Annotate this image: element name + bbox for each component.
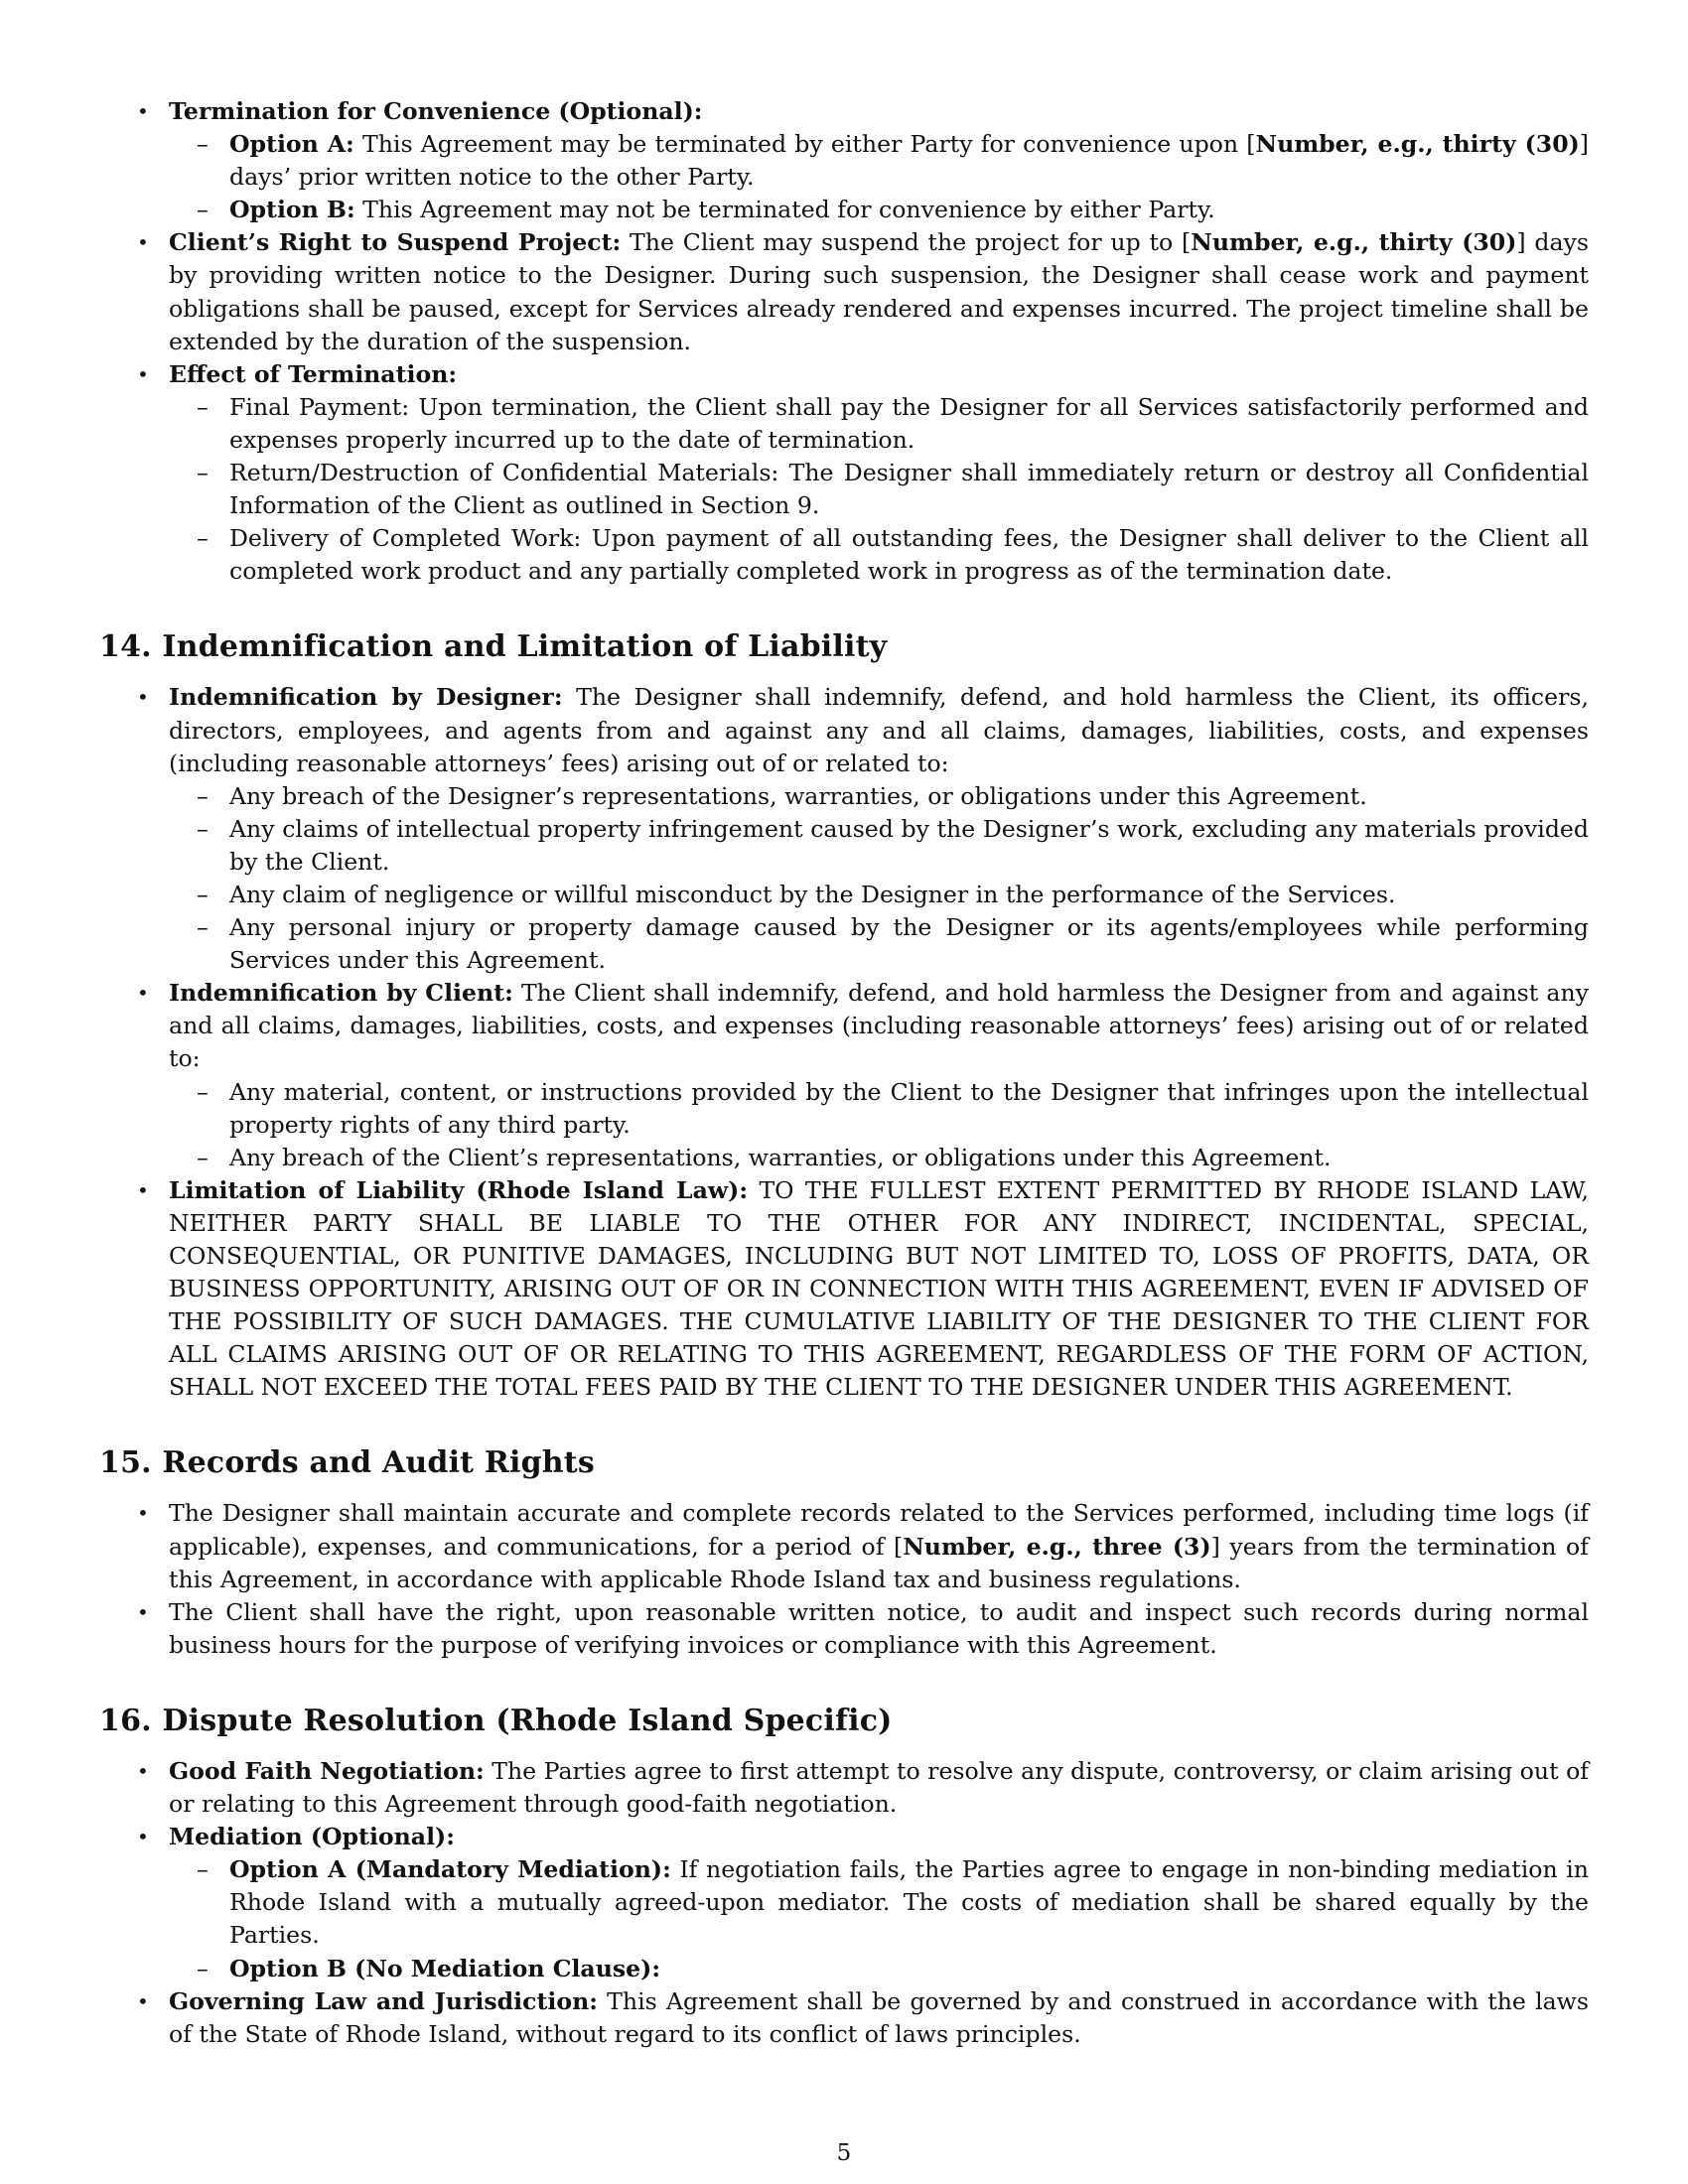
section-16-list bbox=[99, 1755, 1589, 2051]
records-text-2: ] years from the termination of this Agreement, in accordance with applicable Rhode Island tax and business regulations. bbox=[169, 1532, 1589, 1593]
list-item bbox=[169, 911, 1589, 977]
dash-icon: – bbox=[197, 880, 209, 908]
list-item-final-payment bbox=[169, 391, 1589, 457]
governing-law-text: This Agreement shall be governed by and construed in accordance with the laws of the State of Rhode Island, without regard to its conflict of laws principles. bbox=[169, 1986, 1589, 2048]
limitation-text: TO THE FULLEST EXTENT PERMITTED BY RHODE ISLAND LAW, NEITHER PARTY SHALL BE LIABLE TO THE OTHER FOR ANY INDIRECT, INCIDENTAL, SPECIAL, CONSEQUENTIAL, OR PUNITIVE DAMAGES, INCLUDING BUT NOT LIMITED TO, LOSS OF PROFITS, DATA, OR BUSINESS OPPORTUNITY, ARISING OUT OF OR IN CONNECTION WITH THIS AGREEMENT, EVEN IF ADVISED OF THE POSSIBILITY OF SUCH DAMAGES. THE CUMULATIVE LIABILITY OF THE DESIGNER TO THE CLIENT FOR ALL CLAIMS ARISING OUT OF OR RELATING TO THIS AGREEMENT, REGARDLESS OF THE FORM OF ACTION, SHALL NOT EXCEED THE TOTAL FEES PAID BY THE CLIENT TO THE DESIGNER UNDER THIS AGREEMENT. bbox=[169, 1175, 1589, 1402]
bullet-icon: • bbox=[137, 1758, 149, 1783]
dash-icon: – bbox=[197, 781, 209, 810]
section-15-list bbox=[99, 1497, 1589, 1661]
list-item bbox=[169, 879, 1589, 911]
list-item-effect bbox=[99, 358, 1589, 589]
list-item-indemnification-designer bbox=[99, 681, 1589, 977]
limitation-label: Limitation of Liability (Rhode Island Law): bbox=[169, 1175, 749, 1204]
list-item-mediation bbox=[99, 1821, 1589, 1984]
list-item-option-b bbox=[169, 194, 1589, 226]
records-text-1: The Designer shall maintain accurate and complete records related to the Services performed, including time logs (if applicable), expenses, and communications, for a period of [ bbox=[169, 1499, 1589, 1561]
section-heading: 16. Dispute Resolution (Rhode Island Specific) bbox=[99, 1703, 893, 1738]
bullet-icon: • bbox=[137, 99, 149, 123]
good-faith-text: The Parties agree to first attempt to resolve any dispute, controversy, or claim arising out of or relating to this Agreement through good-faith negotiation. bbox=[169, 1756, 1590, 1819]
dash-icon: – bbox=[197, 1143, 209, 1171]
good-faith-label: Good Faith Negotiation: bbox=[169, 1756, 485, 1785]
list-item-audit bbox=[99, 1596, 1589, 1662]
list-item-delivery bbox=[169, 522, 1589, 588]
list-item-termination-convenience bbox=[99, 95, 1589, 226]
item-text: Any breach of the Designer’s representations, warranties, or obligations under this Agreement. bbox=[229, 781, 1367, 810]
bullet-icon: • bbox=[137, 361, 149, 386]
mediation-options bbox=[169, 1853, 1589, 1984]
dash-icon: – bbox=[197, 1855, 209, 1884]
suspend-placeholder: Number, e.g., thirty (30) bbox=[1191, 228, 1517, 257]
effect-item-text: Final Payment: Upon termination, the Client shall pay the Designer for all Services satisfactorily performed and expenses properly incurred up to the date of termination. bbox=[229, 392, 1589, 454]
suspend-label: Client’s Right to Suspend Project: bbox=[169, 228, 622, 257]
dash-icon: – bbox=[197, 814, 209, 843]
list-item-return-destruction bbox=[169, 457, 1589, 522]
bullet-icon: • bbox=[137, 1825, 149, 1849]
termination-convenience-label: Termination for Convenience (Optional): bbox=[169, 97, 703, 125]
dash-icon: – bbox=[197, 459, 209, 487]
list-item-mediation-option-b bbox=[169, 1953, 1589, 1985]
client-indemnification-text: The Client shall indemnify, defend, and hold harmless the Designer from and against any and all claims, damages, liabilities, costs, and expenses (including reasonable attorneys’ fees) arising out of or related to: bbox=[169, 979, 1589, 1073]
section-15-header bbox=[99, 1443, 1589, 1483]
list-item-governing-law bbox=[99, 1985, 1589, 2051]
option-a-text: This Agreement may be terminated by either Party for convenience upon [ bbox=[353, 130, 1256, 159]
mediation-option-b-label: Option B (No Mediation Clause): bbox=[229, 1954, 661, 1982]
list-item-good-faith bbox=[99, 1755, 1589, 1821]
suspend-text-2: ] days by providing written notice to the Designer. During such suspension, the Designer shall cease work and payment obligations shall be paused, except for Services already rendered and expenses incurred. The project timeline shall be extended by the duration of the suspension. bbox=[169, 228, 1589, 355]
effect-items bbox=[169, 391, 1589, 589]
suspend-text-1: The Client may suspend the project for up to [ bbox=[621, 228, 1192, 257]
dash-icon: – bbox=[197, 524, 209, 553]
termination-list bbox=[99, 95, 1589, 588]
bullet-icon: • bbox=[137, 981, 149, 1006]
termination-options bbox=[169, 128, 1589, 226]
list-item bbox=[169, 813, 1589, 879]
list-item-indemnification-client bbox=[99, 977, 1589, 1174]
effect-item-text: Return/Destruction of Confidential Materials: The Designer shall immediately return or destroy all Confidential Information of the Client as outlined in Section 9. bbox=[229, 459, 1589, 520]
option-a-tail: ] days’ prior written notice to the other Party. bbox=[229, 130, 1589, 192]
dash-icon: – bbox=[197, 130, 209, 159]
list-item bbox=[169, 1142, 1589, 1174]
bullet-icon: • bbox=[137, 1599, 149, 1624]
list-item bbox=[169, 1076, 1589, 1142]
bullet-icon: • bbox=[137, 230, 149, 255]
effect-item-text: Delivery of Completed Work: Upon payment of all outstanding fees, the Designer shall deliver to the Client all completed work product and any partially completed work in progress as of the termination date. bbox=[229, 524, 1589, 586]
dash-icon: – bbox=[197, 392, 209, 421]
option-b-label: Option B: bbox=[229, 196, 355, 224]
list-item-suspend bbox=[99, 226, 1589, 357]
designer-indemnification-items bbox=[169, 780, 1589, 978]
records-placeholder: Number, e.g., three (3) bbox=[903, 1532, 1211, 1561]
section-14-header bbox=[99, 627, 1589, 667]
item-text: Any breach of the Client’s representations, warranties, or obligations under this Agreement. bbox=[229, 1143, 1332, 1171]
effect-label: Effect of Termination: bbox=[169, 359, 458, 388]
option-b-text: This Agreement may not be terminated for convenience by either Party. bbox=[354, 196, 1215, 224]
section-16-header bbox=[99, 1702, 1589, 1741]
client-indemnification-label: Indemnification by Client: bbox=[169, 979, 513, 1008]
mediation-option-a-label: Option A (Mandatory Mediation): bbox=[229, 1855, 671, 1884]
mediation-label: Mediation (Optional): bbox=[169, 1823, 455, 1851]
dash-icon: – bbox=[197, 1077, 209, 1106]
mediation-option-a-text: If negotiation fails, the Parties agree to engage in non-binding mediation in Rhode Island with a mutually agreed-upon mediator. The costs of mediation shall be shared equally by the Parties. bbox=[229, 1855, 1589, 1950]
designer-indemnification-label: Indemnification by Designer: bbox=[169, 683, 563, 712]
bullet-icon: • bbox=[137, 685, 149, 710]
option-a-label: Option A: bbox=[229, 130, 354, 159]
bullet-icon: • bbox=[137, 1988, 149, 2013]
section-heading: 14. Indemnification and Limitation of Liability bbox=[99, 629, 888, 665]
governing-law-label: Governing Law and Jurisdiction: bbox=[169, 1986, 598, 2015]
audit-text: The Client shall have the right, upon reasonable written notice, to audit and inspect such records during normal business hours for the purpose of verifying invoices or compliance with this Agreement. bbox=[169, 1597, 1589, 1659]
dash-icon: – bbox=[197, 196, 209, 224]
list-item bbox=[169, 780, 1589, 813]
list-item-limitation-of-liability bbox=[99, 1174, 1589, 1405]
item-text: Any material, content, or instructions provided by the Client to the Designer that infringes upon the intellectual property rights of any third party. bbox=[229, 1077, 1589, 1139]
item-text: Any claims of intellectual property infringement caused by the Designer’s work, excluding any materials provided by the Client. bbox=[229, 814, 1589, 876]
document-page bbox=[99, 95, 1589, 2051]
client-indemnification-items bbox=[169, 1076, 1589, 1174]
dash-icon: – bbox=[197, 913, 209, 942]
bullet-icon: • bbox=[137, 1177, 149, 1202]
dash-icon: – bbox=[197, 1954, 209, 1982]
section-14-list bbox=[99, 681, 1589, 1404]
list-item-records bbox=[99, 1497, 1589, 1595]
list-item-option-a bbox=[169, 128, 1589, 194]
designer-indemnification-text: The Designer shall indemnify, defend, and hold harmless the Client, its officers, directors, employees, and agents from and against any and all claims, damages, liabilities, costs, and expenses (including reasonable attorneys’ fees) arising out of or related to: bbox=[169, 683, 1589, 777]
option-a-placeholder: Number, e.g., thirty (30) bbox=[1255, 130, 1580, 159]
page-number: 5 bbox=[836, 2140, 852, 2166]
section-heading: 15. Records and Audit Rights bbox=[99, 1445, 595, 1481]
list-item-mediation-option-a bbox=[169, 1853, 1589, 1952]
item-text: Any personal injury or property damage caused by the Designer or its agents/employees while performing Services under this Agreement. bbox=[229, 913, 1589, 975]
bullet-icon: • bbox=[137, 1501, 149, 1526]
item-text: Any claim of negligence or willful misconduct by the Designer in the performance of the Services. bbox=[229, 880, 1396, 908]
